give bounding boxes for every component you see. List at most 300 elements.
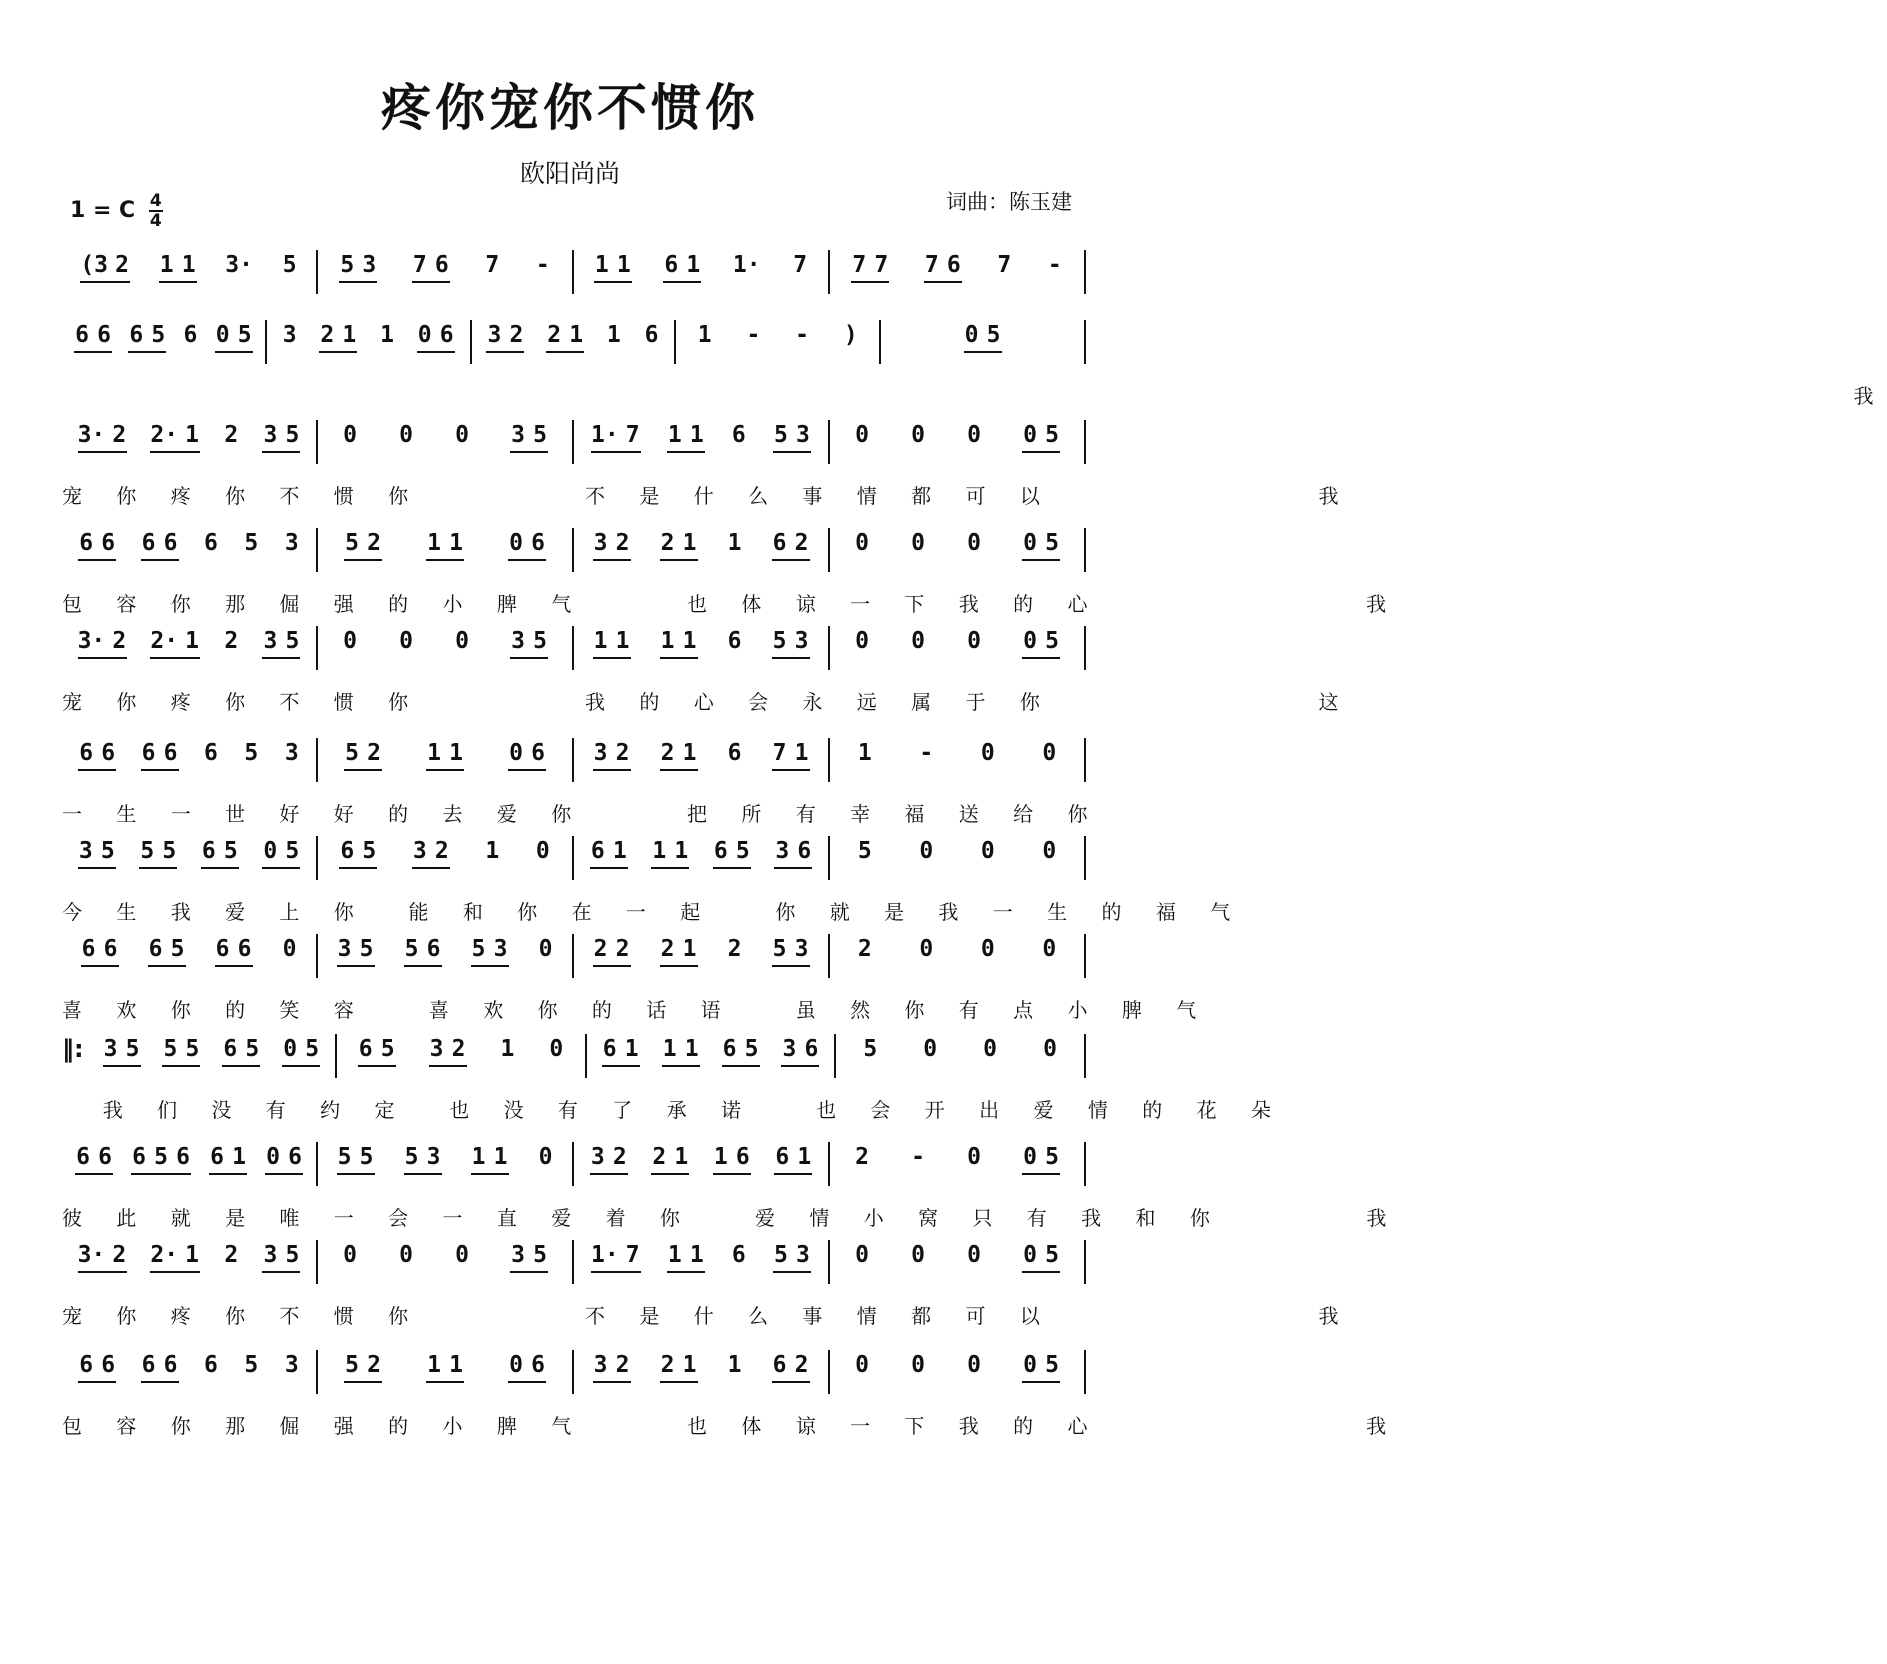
note: 6 <box>727 740 742 766</box>
note: 6 <box>148 936 163 962</box>
note-group <box>660 1350 698 1383</box>
note-group <box>773 420 811 453</box>
measure <box>318 1240 574 1284</box>
measure <box>62 1240 318 1284</box>
beam-underline <box>471 1173 509 1175</box>
note: 5 <box>533 1242 547 1268</box>
note: 5 <box>100 838 115 864</box>
beam-underline <box>128 351 166 353</box>
notes-line <box>62 934 1086 980</box>
beam-underline <box>75 1173 113 1175</box>
note: 0 <box>1023 1242 1037 1268</box>
note-group <box>966 420 982 450</box>
note: 3 <box>590 1144 605 1170</box>
note: 6 <box>81 936 96 962</box>
note: 6 <box>946 252 961 278</box>
measure <box>830 738 1086 782</box>
note: 1 <box>232 1144 246 1170</box>
note-group <box>854 1350 870 1380</box>
note-group <box>128 320 166 353</box>
note-group <box>862 1034 878 1064</box>
note: 7 <box>485 252 500 278</box>
beam-underline <box>150 451 200 453</box>
beam-underline <box>78 451 128 453</box>
note: 6 <box>97 322 112 348</box>
score-row <box>62 626 1353 726</box>
note: 6 <box>727 628 742 654</box>
note: 2· <box>150 628 179 654</box>
measure <box>62 320 267 364</box>
note: 0 <box>266 1144 280 1170</box>
note: 1· <box>732 252 761 278</box>
beam-underline <box>510 657 548 659</box>
beam-underline <box>209 1173 247 1175</box>
note: 0 <box>343 1242 357 1268</box>
score-row <box>62 320 1887 420</box>
note-group <box>591 1240 641 1273</box>
measure <box>830 1240 1086 1284</box>
note-group <box>910 528 926 558</box>
note: 3 <box>284 740 299 766</box>
note-group <box>282 250 298 280</box>
note-group <box>508 528 546 561</box>
beam-underline <box>651 1173 689 1175</box>
note: 3 <box>426 1144 441 1170</box>
beam-underline <box>141 769 179 771</box>
note: 0 <box>1042 740 1057 766</box>
note: 2· <box>150 422 179 448</box>
note: 1 <box>674 1144 689 1170</box>
lyric-line: 宠 你 疼 你 不 惯 你 不 是 什 么 事 情 都 可 以 我 <box>62 1304 1353 1328</box>
measure <box>62 250 318 294</box>
notes-line <box>62 1240 1086 1286</box>
note: 6 <box>531 530 545 556</box>
beam-underline <box>80 281 130 283</box>
note-group <box>379 320 395 350</box>
note: 0 <box>282 936 297 962</box>
note: 5 <box>185 1036 200 1062</box>
note-group <box>857 836 873 866</box>
note: 5 <box>404 936 419 962</box>
beam-underline <box>508 559 546 561</box>
note: 2 <box>509 322 524 348</box>
beam-underline <box>772 965 810 967</box>
note-group <box>215 934 253 967</box>
measure <box>574 836 830 880</box>
measure <box>62 934 318 978</box>
note: 2 <box>615 936 630 962</box>
beam-underline <box>1022 1381 1060 1383</box>
measure <box>881 320 1086 364</box>
note: 0 <box>983 1036 998 1062</box>
note: 6 <box>531 1352 545 1378</box>
beam-underline <box>713 867 751 869</box>
note-group <box>667 420 705 453</box>
note-group <box>772 626 810 659</box>
lyric-line: 宠 你 疼 你 不 惯 你 我 的 心 会 永 远 属 于 你 这 <box>62 690 1353 714</box>
measure <box>836 1034 1086 1078</box>
note: 6 <box>163 530 178 556</box>
note: 1 <box>593 628 608 654</box>
note: 3 <box>511 628 525 654</box>
note-group <box>727 934 743 964</box>
note-group <box>722 1034 760 1067</box>
note: 2 <box>652 1144 667 1170</box>
note-group <box>792 250 808 280</box>
note: 5 <box>533 628 547 654</box>
note: 3 <box>337 936 352 962</box>
beam-underline <box>772 769 810 771</box>
beam-underline <box>141 559 179 561</box>
note-group <box>75 1142 113 1175</box>
note: 0 <box>855 628 869 654</box>
note: 6 <box>129 322 144 348</box>
note-group <box>215 320 253 353</box>
note: 1 <box>682 936 697 962</box>
note: 5 <box>237 322 252 348</box>
beam-underline <box>773 1271 811 1273</box>
note-group <box>662 1034 700 1067</box>
note-group <box>150 420 200 453</box>
note: - <box>746 322 761 348</box>
note: 0 <box>911 1242 925 1268</box>
note: 6 <box>210 1144 224 1170</box>
measure <box>318 1350 574 1394</box>
note: 1 <box>594 252 609 278</box>
note: 2 <box>855 1144 869 1170</box>
note: 3 <box>511 1242 525 1268</box>
measure <box>337 1034 587 1078</box>
note: 3 <box>511 422 525 448</box>
note-group <box>284 738 300 768</box>
note: 3 <box>412 838 427 864</box>
note: 3 <box>284 530 299 556</box>
measure <box>472 320 677 364</box>
beam-underline <box>660 769 698 771</box>
note: 6 <box>141 530 156 556</box>
note: 2 <box>320 322 335 348</box>
note: 5 <box>986 322 1001 348</box>
note: 6 <box>163 1352 178 1378</box>
note: 1 <box>713 1144 728 1170</box>
note: 2 <box>367 1352 381 1378</box>
note-group <box>150 1240 200 1273</box>
note-group <box>262 420 300 453</box>
measure <box>62 1142 318 1186</box>
note: 2 <box>857 936 872 962</box>
note: 1 <box>181 252 196 278</box>
note: 7 <box>625 1242 640 1268</box>
note: 6 <box>358 1036 373 1062</box>
note-group <box>727 528 743 558</box>
note: 7 <box>852 252 867 278</box>
beam-underline <box>774 867 812 869</box>
note-group <box>225 250 253 280</box>
note: 0 <box>911 530 925 556</box>
beam-underline <box>344 559 382 561</box>
note: 1 <box>697 322 712 348</box>
note-group <box>78 420 128 453</box>
note-group <box>602 1034 640 1067</box>
note-group <box>103 1034 141 1067</box>
measure <box>574 1142 830 1186</box>
note-group <box>510 1240 548 1273</box>
key-label: 1 = C <box>70 198 136 223</box>
note-group <box>727 738 743 768</box>
note-group <box>854 626 870 656</box>
measure <box>830 528 1086 572</box>
beam-underline <box>78 1271 128 1273</box>
measure <box>830 836 1086 880</box>
beam-underline <box>593 559 631 561</box>
note: 6 <box>75 322 90 348</box>
note: 6 <box>775 1144 790 1170</box>
note-group <box>342 1240 358 1270</box>
note-group <box>201 836 239 869</box>
note: 5 <box>471 936 486 962</box>
note: 6 <box>713 838 728 864</box>
note-group <box>772 1350 810 1383</box>
note-group <box>471 934 509 967</box>
note: 6 <box>79 530 94 556</box>
note: 5 <box>1045 530 1059 556</box>
beam-underline <box>150 1271 200 1273</box>
note-group <box>1022 1240 1060 1273</box>
note: 2 <box>615 1352 630 1378</box>
note: 1 <box>185 422 200 448</box>
note-group <box>660 528 698 561</box>
beam-underline <box>404 1173 442 1175</box>
note: 0 <box>980 740 995 766</box>
note-group <box>262 836 300 869</box>
note-group <box>471 1142 509 1175</box>
measure <box>88 1034 338 1078</box>
notes-line <box>62 1142 1086 1188</box>
notes-line <box>62 836 1086 882</box>
note-group <box>924 250 962 283</box>
beam-underline <box>660 559 698 561</box>
note: 5 <box>404 1144 419 1170</box>
note: 5 <box>345 740 359 766</box>
note: 3· <box>77 1242 106 1268</box>
note: 6 <box>204 740 218 766</box>
beam-underline <box>319 351 357 353</box>
note-group <box>398 1240 414 1270</box>
note: 1 <box>857 740 872 766</box>
note-group <box>854 420 870 450</box>
measure <box>574 934 830 978</box>
note: 3 <box>794 936 809 962</box>
beam-underline <box>358 1065 396 1067</box>
note-group <box>1041 836 1057 866</box>
note-group <box>131 1142 191 1175</box>
note-group <box>243 738 259 768</box>
note-group <box>593 738 631 771</box>
beam-underline <box>159 281 197 283</box>
note: 0 <box>967 1242 981 1268</box>
note: 2· <box>150 1242 179 1268</box>
note: 1 <box>667 1242 682 1268</box>
beam-underline <box>215 351 253 353</box>
note: 5 <box>857 838 872 864</box>
measure <box>830 934 1086 978</box>
note: 0 <box>399 628 413 654</box>
beam-underline <box>78 1381 116 1383</box>
note: 2 <box>794 1352 809 1378</box>
note-group <box>1022 528 1060 561</box>
note: 3 <box>78 838 93 864</box>
measure <box>318 738 574 782</box>
beam-underline <box>486 351 524 353</box>
note: 5 <box>244 1352 259 1378</box>
note: 5 <box>359 1144 374 1170</box>
note: 2 <box>547 322 562 348</box>
note-group <box>733 250 761 280</box>
note: 0 <box>1023 422 1037 448</box>
beam-underline <box>162 1065 200 1067</box>
note-group <box>910 1350 926 1380</box>
note-group <box>593 626 631 659</box>
note-group <box>910 420 926 450</box>
note: 0 <box>215 322 230 348</box>
note: 0 <box>399 1242 413 1268</box>
note: 1 <box>682 740 697 766</box>
lyric-line: 一 生 一 世 好 好 的 去 爱 你 把 所 有 幸 福 送 给 你 <box>62 802 1102 826</box>
note-group <box>426 528 464 561</box>
note-group <box>980 836 996 866</box>
note: 0 <box>980 838 995 864</box>
note: 6 <box>288 1144 302 1170</box>
note: 1 <box>569 322 584 348</box>
beam-underline <box>667 1271 705 1273</box>
note: 6 <box>183 322 198 348</box>
note-group <box>508 738 546 771</box>
note: 2 <box>115 252 129 278</box>
note: 7 <box>924 252 939 278</box>
note: 6 <box>602 1036 617 1062</box>
note: 5 <box>773 1242 788 1268</box>
measure <box>574 738 830 782</box>
note: 5 <box>305 1036 320 1062</box>
note: 3 <box>263 422 278 448</box>
note: 3 <box>493 936 508 962</box>
note-group <box>78 1240 128 1273</box>
beam-underline <box>662 1065 700 1067</box>
note-group <box>594 250 632 283</box>
note-group <box>454 420 470 450</box>
note-group <box>454 1240 470 1270</box>
note-group <box>546 320 584 353</box>
note-group <box>713 1142 751 1175</box>
lyric-line: 我 <box>62 384 1887 408</box>
beam-underline <box>417 351 455 353</box>
measure <box>830 420 1086 464</box>
note-group <box>222 1034 260 1067</box>
note-group <box>857 738 873 768</box>
note: 6 <box>215 936 230 962</box>
note: 3 <box>795 422 810 448</box>
note: - <box>1047 252 1062 278</box>
note-group <box>282 1034 320 1067</box>
note-group <box>484 836 500 866</box>
note: 1 <box>485 838 500 864</box>
note-group <box>644 320 660 350</box>
note: 6 <box>204 530 218 556</box>
note: 5 <box>154 1144 168 1170</box>
note-group <box>1041 738 1057 768</box>
note: 2 <box>224 1242 239 1268</box>
note: 3 <box>103 1036 118 1062</box>
note: 5 <box>163 1036 178 1062</box>
note-group <box>319 320 357 353</box>
note-group <box>713 836 751 869</box>
notes-line <box>62 320 1086 366</box>
time-signature-numerator: 4 <box>149 191 162 211</box>
note: 1 <box>682 530 697 556</box>
repeat-sign: ‖: <box>62 1035 84 1063</box>
note: 3 <box>593 740 608 766</box>
note-group <box>980 934 996 964</box>
song-title: 疼你宠你不惯你 <box>381 78 759 137</box>
note: 6 <box>176 1144 190 1170</box>
note: 3 <box>263 1242 278 1268</box>
beam-underline <box>660 965 698 967</box>
note-group <box>660 738 698 771</box>
note: 5 <box>1045 1144 1059 1170</box>
note-group <box>337 934 375 967</box>
note: 0 <box>549 1036 564 1062</box>
note-group <box>510 420 548 453</box>
note: 0 <box>455 422 469 448</box>
note: 2 <box>593 936 608 962</box>
note-group <box>996 250 1012 280</box>
beam-underline <box>651 867 689 869</box>
note: 3 <box>795 1242 810 1268</box>
note: 2 <box>367 740 381 766</box>
note-group <box>344 1350 382 1383</box>
note: 0 <box>283 1036 298 1062</box>
note: 5 <box>359 936 374 962</box>
note-group <box>265 1142 303 1175</box>
note-group <box>417 320 455 353</box>
beam-underline <box>215 965 253 967</box>
note: 6 <box>664 252 679 278</box>
note-group <box>772 528 810 561</box>
beam-underline <box>772 1381 810 1383</box>
note: 1 <box>797 1144 812 1170</box>
note: 0 <box>343 422 357 448</box>
score-row <box>62 1034 1285 1134</box>
note-group <box>78 528 116 561</box>
note-group <box>182 320 198 350</box>
note: 3· <box>225 252 253 278</box>
note-group <box>223 1240 239 1270</box>
note: 2 <box>660 740 675 766</box>
note-group <box>81 934 119 967</box>
beam-underline <box>546 351 584 353</box>
note: 1 <box>682 628 697 654</box>
time-signature-denominator: 4 <box>149 211 162 231</box>
note-group <box>80 250 130 283</box>
beam-underline <box>262 867 300 869</box>
note-group <box>508 1350 546 1383</box>
note-group <box>794 320 810 350</box>
note: 0 <box>919 936 934 962</box>
note: 5 <box>285 422 300 448</box>
beam-underline <box>139 867 177 869</box>
note: 6 <box>103 936 118 962</box>
beam-underline <box>1022 657 1060 659</box>
